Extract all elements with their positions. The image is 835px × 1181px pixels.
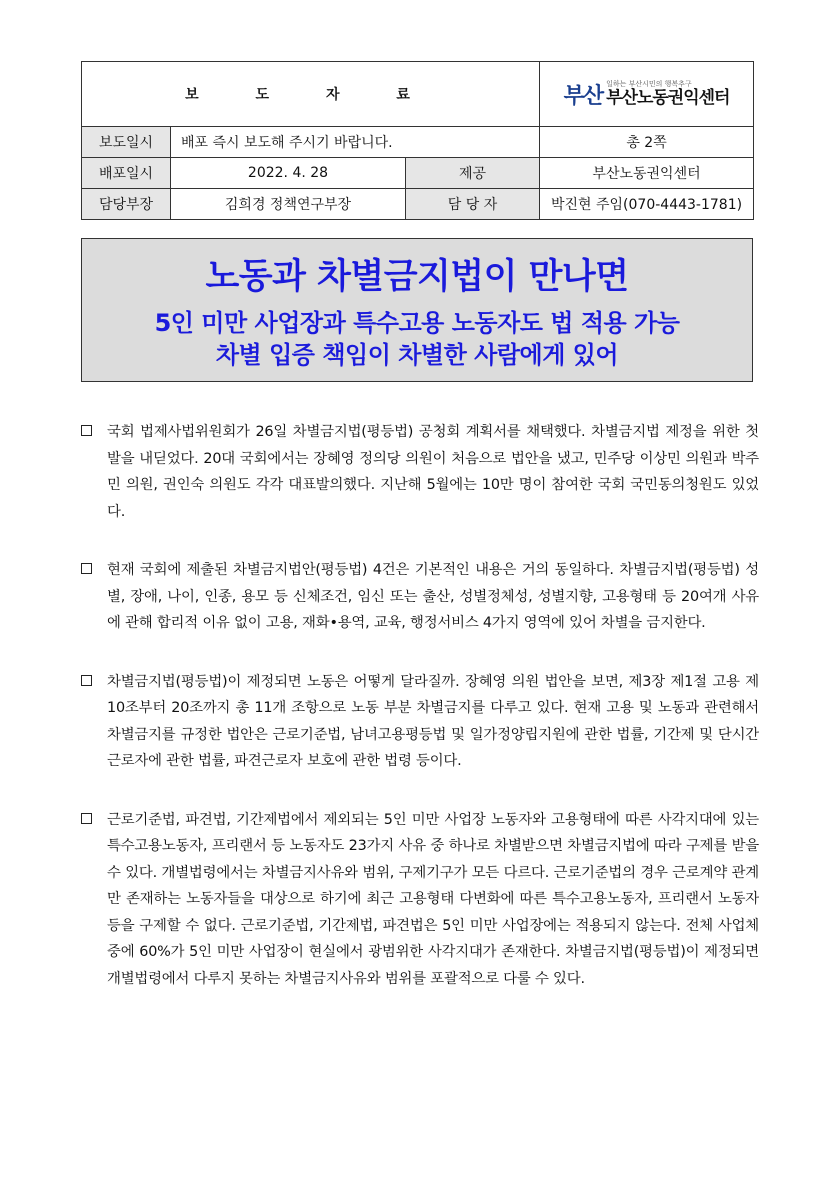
manager-value: 김희경 정책연구부장 <box>171 189 406 220</box>
checkbox-bullet-icon <box>81 675 92 686</box>
contact-value: 박진현 주임(070-4443-1781) <box>540 189 754 220</box>
headline-box <box>81 238 753 382</box>
manager-label: 담당부장 <box>82 189 171 220</box>
logo-mark: 부산 <box>563 83 603 109</box>
headline-subtitle-1: 5인 미만 사업장과 특수고용 노동자도 법 적용 가능 <box>154 309 680 337</box>
page-count: 총 2쪽 <box>540 127 754 158</box>
checkbox-bullet-icon <box>81 563 92 574</box>
logo <box>540 62 754 127</box>
paragraph-text: 근로기준법, 파견법, 기간제법에서 제외되는 5인 미만 사업장 노동자와 고용형태에 따른 사각지대에 있는 특수고용노동자, 프리랜서 등 노동자도 23가지 사유 중 하나로 차별받으면 차별금지법에 따라 구제를 받을 수 있다. 개별법령에서는 차별금지사유와 범위, 구제기구가 모든 다르다. 근로기준법의 경우 근로계약 관계만 존재하는 노동자들을 대상으로 하기에 최근 고용형태 다변화에 따른 특수고용노동자, 프리랜서 노동자 등을 구제할 수 없다. 근로기준법, 기간제법, 파견법은 5인 미만 사업장에는 적용되지 않는다. 전체 사업체 중에 60%가 5인 미만 사업장이 현실에서 광범위한 사각지대가 존재한다. 차별금지법(평등법)이 제정되면 개별법령에서 다루지 못하는 차별금지사유와 범위를 포괄적으로 다룰 수 있다. <box>107 811 759 987</box>
distribution-date-label: 배포일시 <box>82 158 171 189</box>
provider-label: 제공 <box>406 158 540 189</box>
checkbox-bullet-icon <box>81 813 92 824</box>
press-release-header <box>81 61 754 220</box>
paragraph-3 <box>81 669 759 775</box>
paragraph-2 <box>81 557 759 637</box>
release-time-value: 배포 즉시 보도해 주시기 바랍니다. <box>171 127 540 158</box>
distribution-date-value: 2022. 4. 28 <box>171 158 406 189</box>
paragraph-4 <box>81 807 759 993</box>
checkbox-bullet-icon <box>81 425 92 436</box>
logo-tagline: 일하는 부산시민의 행복추구 <box>606 79 692 88</box>
article-body <box>81 419 759 1024</box>
provider-value: 부산노동권익센터 <box>540 158 754 189</box>
contact-label: 담 당 자 <box>406 189 540 220</box>
headline-subtitle-2: 차별 입증 책임이 차별한 사람에게 있어 <box>215 341 619 370</box>
logo-name: 부산노동권익센터 <box>606 87 730 108</box>
headline-title: 노동과 차별금지법이 만나면 <box>205 257 629 297</box>
paragraph-text: 현재 국회에 제출된 차별금지법안(평등법) 4건은 기본적인 내용은 거의 동일하다. 차별금지법(평등법) 성별, 장애, 나이, 인종, 용모 등 신체조건, 임신 또는 출산, 성별정체성, 성별지향, 고용형태 등 20여개 사유에 관해 합리적 이유 없이 고용, 재화•용역, 교육, 행정서비스 4가지 영역에 있어 차별을 금지한다. <box>107 562 759 631</box>
paragraph-1 <box>81 419 759 525</box>
paragraph-text: 차별금지법(평등법)이 제정되면 노동은 어떻게 달라질까. 장혜영 의원 법안을 보면, 제3장 제1절 고용 제10조부터 20조까지 총 11개 조항으로 노동 부분 차별금지를 다루고 있다. 현재 고용 및 노동과 관련해서 차별금지를 규정한 법안은 근로기준법, 남녀고용평등법 및 일가정양립지원에 관한 법률, 기간제 및 단시간근로자에 관한 법률, 파견근로자 보호에 관한 법령 등이다. <box>107 673 759 769</box>
document-title: 보 도 자 료 <box>82 62 540 127</box>
paragraph-text: 국회 법제사법위원회가 26일 차별금지법(평등법) 공청회 계획서를 채택했다. 차별금지법 제정을 위한 첫발을 내딛었다. 20대 국회에서는 장혜영 정의당 의원이 처음으로 법안을 냈고, 민주당 이상민 의원과 박주민 의원, 권인숙 의원도 각각 대표발의했다. 지난해 5월에는 10만 명이 참여한 국회 국민동의청원도 있었다. <box>107 424 759 520</box>
release-time-label: 보도일시 <box>82 127 171 158</box>
